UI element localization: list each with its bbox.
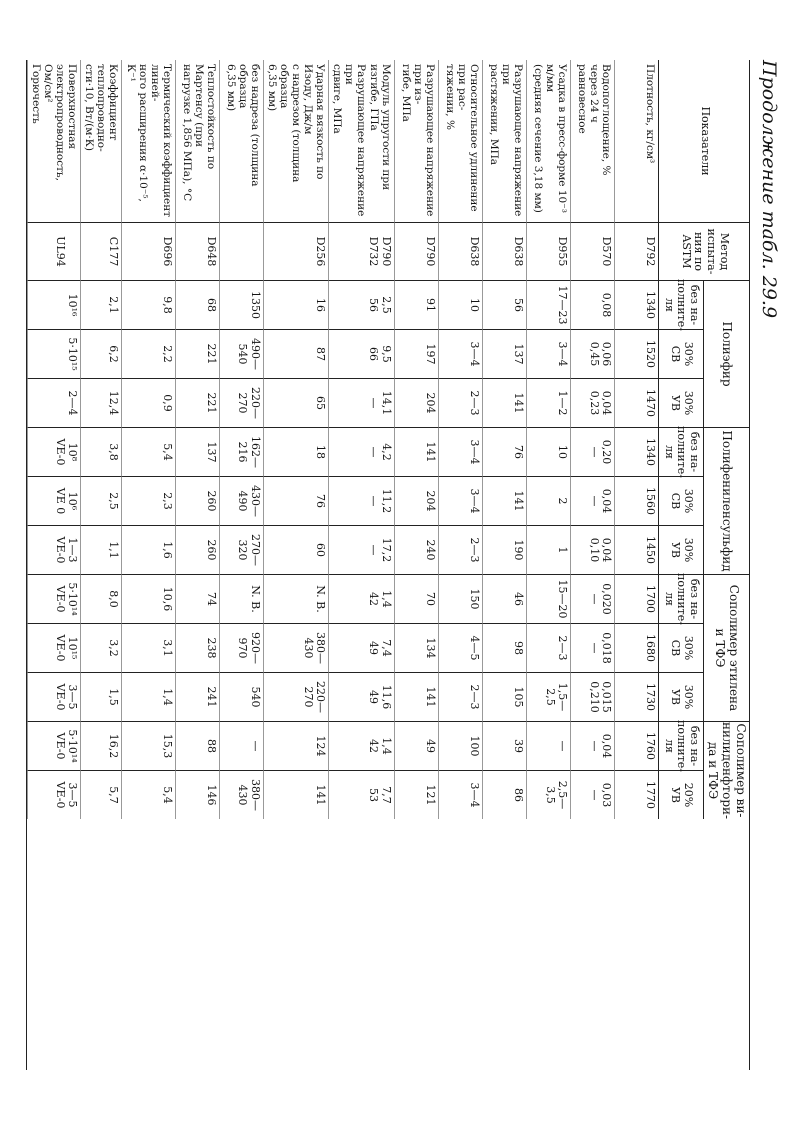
group-pps: Полифениленсульфид xyxy=(703,427,749,574)
value-cell: 10,6 xyxy=(121,574,174,623)
method-cell: D256 xyxy=(263,222,328,280)
value-cell: 2—4 xyxy=(27,378,80,427)
value-cell: 70 xyxy=(394,574,438,623)
value-cell: 2—3 xyxy=(526,623,570,672)
value-cell: 1,4 42 xyxy=(328,574,393,623)
value-cell: 0,04 0,10 xyxy=(570,525,614,574)
method-cell: D955 xyxy=(526,222,570,280)
method-cell xyxy=(219,222,263,280)
subheader-cell: без на- полните- ля xyxy=(658,427,702,476)
value-cell: 1340 xyxy=(614,427,658,476)
value-cell: 270— 320 xyxy=(219,525,263,574)
value-cell: 2,3 xyxy=(121,476,174,525)
value-cell: 3,1 xyxy=(121,623,174,672)
row-label: без надреза (толщина образца 6,35 мм) xyxy=(219,60,263,222)
value-cell: 3—5 VE-0 xyxy=(27,672,80,721)
method-cell: D638 xyxy=(482,222,526,280)
value-cell: 105 xyxy=(482,672,526,721)
value-cell: 141 xyxy=(263,770,328,819)
method-cell: D696 xyxy=(121,222,174,280)
value-cell: 0,015 0,210 xyxy=(570,672,614,721)
value-cell: 1520 xyxy=(614,329,658,378)
value-cell: N. B. xyxy=(219,574,263,623)
value-cell: 920— 970 xyxy=(219,623,263,672)
value-cell: N. B. xyxy=(263,574,328,623)
value-cell: 14,1 — xyxy=(328,378,393,427)
value-cell: 4,2 — xyxy=(328,427,393,476)
value-cell: 430— 490 xyxy=(219,476,263,525)
value-cell: 141 xyxy=(394,672,438,721)
value-cell: 150 xyxy=(438,574,482,623)
value-cell: 260 xyxy=(175,525,219,574)
subheader-cell: 30% СВ xyxy=(658,329,702,378)
row-label: Теплостойкость по Мартенсу (при нагрузке 1,856 МПа), °С xyxy=(175,60,219,222)
value-cell: 10⁶ VE 0 xyxy=(27,476,80,525)
value-cell: 5,7 xyxy=(80,770,121,819)
value-cell: 5·10¹⁵ xyxy=(27,329,80,378)
row-label: Плотность, кг/см³ xyxy=(614,60,658,222)
value-cell: 4—5 xyxy=(438,623,482,672)
value-cell: 16 xyxy=(263,280,328,329)
value-cell: 1—2 xyxy=(526,378,570,427)
value-cell: 1760 xyxy=(614,721,658,770)
value-cell: 220— 270 xyxy=(219,378,263,427)
row-label: Модуль упругости при изгибе, ГПа Разрушающее напряжение при сдвиге, МПа xyxy=(328,60,393,222)
value-cell: 141 xyxy=(482,476,526,525)
value-cell: 6,2 xyxy=(80,329,121,378)
value-cell: 197 xyxy=(394,329,438,378)
value-cell: 204 xyxy=(394,378,438,427)
value-cell: 3,8 xyxy=(80,427,121,476)
value-cell: 2,1 xyxy=(80,280,121,329)
value-cell: 3—4 xyxy=(438,427,482,476)
value-cell: 146 xyxy=(175,770,219,819)
subheader-cell: 30% УВ xyxy=(658,525,702,574)
subheader-cell: без на- полните- ля xyxy=(658,280,702,329)
method-cell: D638 xyxy=(438,222,482,280)
value-cell: 10 xyxy=(526,427,570,476)
value-cell: 1470 xyxy=(614,378,658,427)
value-cell: 1450 xyxy=(614,525,658,574)
value-cell: 3—4 xyxy=(438,770,482,819)
value-cell: 86 xyxy=(482,770,526,819)
subheader-cell: 30% СВ xyxy=(658,476,702,525)
row-label: Коэффициент теплопроводно- сти·10, Вт/(м·К) xyxy=(80,60,121,222)
value-cell: — xyxy=(526,721,570,770)
value-cell: 0,018 — xyxy=(570,623,614,672)
row-label: Термический коэффициент линей- ного расширения α·10⁻⁵, К⁻¹ xyxy=(121,60,174,222)
group-vdf-tfe: Сополимер ви- нилиденфтори- да и ТФЭ xyxy=(703,721,749,819)
value-cell: 10¹⁵ VE-0 xyxy=(27,623,80,672)
value-cell: 1,5—2,5 xyxy=(526,672,570,721)
value-cell: 0,04 0,23 xyxy=(570,378,614,427)
row-label: Ударная вязкость по Изоду, Дж/м с надрезом (толщина образца 6,35 мм) xyxy=(263,60,328,222)
subheader-cell: 30% УВ xyxy=(658,378,702,427)
value-cell: 134 xyxy=(394,623,438,672)
value-cell: 1,5 xyxy=(80,672,121,721)
value-cell: 49 xyxy=(394,721,438,770)
value-cell: 76 xyxy=(263,476,328,525)
value-cell: 46 xyxy=(482,574,526,623)
method-cell: D648 xyxy=(175,222,219,280)
value-cell: 2,5 xyxy=(80,476,121,525)
value-cell: 87 xyxy=(263,329,328,378)
value-cell: 1,4 xyxy=(121,672,174,721)
value-cell: 5·10¹⁴ VE-0 xyxy=(27,574,80,623)
data-table xyxy=(27,60,749,1070)
value-cell: 15—20 xyxy=(526,574,570,623)
value-cell: 1,6 xyxy=(121,525,174,574)
value-cell: 0,04 — xyxy=(570,721,614,770)
method-cell: D792 xyxy=(614,222,658,280)
value-cell: 56 xyxy=(482,280,526,329)
value-cell: 0,08 xyxy=(570,280,614,329)
value-cell: 2,5—3,5 xyxy=(526,770,570,819)
value-cell: 11,2 — xyxy=(328,476,393,525)
value-cell: 380— 430 xyxy=(219,770,263,819)
value-cell: 12,4 xyxy=(80,378,121,427)
value-cell: 0,020 — xyxy=(570,574,614,623)
value-cell: 1,1 xyxy=(80,525,121,574)
value-cell: 1,4 42 xyxy=(328,721,393,770)
value-cell: 0,06 0,45 xyxy=(570,329,614,378)
value-cell: 220— 270 xyxy=(263,672,328,721)
value-cell: 3—4 xyxy=(438,476,482,525)
value-cell: 16,2 xyxy=(80,721,121,770)
method-cell: D790 D732 xyxy=(328,222,393,280)
value-cell: 5,4 xyxy=(121,770,174,819)
method-cell: D570 xyxy=(570,222,614,280)
value-cell: 76 xyxy=(482,427,526,476)
value-cell: 0,9 xyxy=(121,378,174,427)
value-cell: 121 xyxy=(394,770,438,819)
method-cell: UL94 xyxy=(27,222,80,280)
value-cell: 98 xyxy=(482,623,526,672)
value-cell: 7,4 49 xyxy=(328,623,393,672)
value-cell: 490— 540 xyxy=(219,329,263,378)
value-cell: 1340 xyxy=(614,280,658,329)
row-label: Поверхностная электропроводность, Ом/см² Горючесть xyxy=(27,60,80,222)
value-cell: 241 xyxy=(175,672,219,721)
value-cell: 10¹⁶ xyxy=(27,280,80,329)
header-method: Метод испыта- ния по ASTM xyxy=(658,222,749,280)
method-cell: C177 xyxy=(80,222,121,280)
row-label: Разрушающее напряжение при растяжении, МПа xyxy=(482,60,526,222)
header-indicator: Показатели xyxy=(658,60,749,222)
value-cell: 260 xyxy=(175,476,219,525)
value-cell: 1—3 VE-0 xyxy=(27,525,80,574)
group-etfe: Сополимер этилена и ТФЭ xyxy=(703,574,749,721)
value-cell: 190 xyxy=(482,525,526,574)
value-cell: 9,5 66 xyxy=(328,329,393,378)
value-cell: 3—4 xyxy=(438,329,482,378)
row-label: Разрушающее напряжение при из- гибе, МПа xyxy=(394,60,438,222)
value-cell: — xyxy=(219,721,263,770)
value-cell: 3—5 VE-0 xyxy=(27,770,80,819)
table-caption: Продолжение табл. 29.9 xyxy=(758,60,780,319)
value-cell: 17,2 — xyxy=(328,525,393,574)
value-cell: 8,0 xyxy=(80,574,121,623)
value-cell: 68 xyxy=(175,280,219,329)
value-cell: 1680 xyxy=(614,623,658,672)
value-cell: 39 xyxy=(482,721,526,770)
value-cell: 5,4 xyxy=(121,427,174,476)
table-frame xyxy=(26,60,750,1070)
value-cell: 141 xyxy=(482,378,526,427)
value-cell: 240 xyxy=(394,525,438,574)
value-cell: 2 xyxy=(526,476,570,525)
value-cell: 380— 430 xyxy=(263,623,328,672)
value-cell: 65 xyxy=(263,378,328,427)
value-cell: 18 xyxy=(263,427,328,476)
value-cell: 137 xyxy=(175,427,219,476)
value-cell: 2—3 xyxy=(438,525,482,574)
method-cell: D790 xyxy=(394,222,438,280)
subheader-cell: 30% УВ xyxy=(658,672,702,721)
value-cell: 1560 xyxy=(614,476,658,525)
value-cell: 1770 xyxy=(614,770,658,819)
value-cell: 2,2 xyxy=(121,329,174,378)
group-polyester: Полиэфир xyxy=(703,280,749,427)
value-cell: 221 xyxy=(175,378,219,427)
value-cell: 88 xyxy=(175,721,219,770)
value-cell: 162— 216 xyxy=(219,427,263,476)
subheader-cell: без на- полните- ля xyxy=(658,721,702,770)
value-cell: 1350 xyxy=(219,280,263,329)
value-cell: 0,04 — xyxy=(570,476,614,525)
value-cell: 0,03 — xyxy=(570,770,614,819)
value-cell: 60 xyxy=(263,525,328,574)
subheader-cell: 30% СВ xyxy=(658,623,702,672)
value-cell: 141 xyxy=(394,427,438,476)
value-cell: 10 xyxy=(438,280,482,329)
value-cell: 1700 xyxy=(614,574,658,623)
value-cell: 15,3 xyxy=(121,721,174,770)
value-cell: 9,8 xyxy=(121,280,174,329)
value-cell: 5·10¹⁴ VE-0 xyxy=(27,721,80,770)
value-cell: 2,5 56 xyxy=(328,280,393,329)
value-cell: 3—4 xyxy=(526,329,570,378)
row-label: Водопоглощение, % через 24 ч равновесное xyxy=(570,60,614,222)
value-cell: 2—3 xyxy=(438,378,482,427)
value-cell: 1 xyxy=(526,525,570,574)
row-label: Усадка в пресс-форме 10⁻³ м/мм (средняя сечение 3,18 мм) xyxy=(526,60,570,222)
value-cell: 1730 xyxy=(614,672,658,721)
value-cell: 17—23 xyxy=(526,280,570,329)
value-cell: 10⁸ VE-0 xyxy=(27,427,80,476)
value-cell: 221 xyxy=(175,329,219,378)
value-cell: 11,6 49 xyxy=(328,672,393,721)
value-cell: 7,7 53 xyxy=(328,770,393,819)
value-cell: 124 xyxy=(263,721,328,770)
value-cell: 91 xyxy=(394,280,438,329)
value-cell: 137 xyxy=(482,329,526,378)
subheader-cell: 20% УВ xyxy=(658,770,702,819)
value-cell: 204 xyxy=(394,476,438,525)
value-cell: 0,20 — xyxy=(570,427,614,476)
row-label: Относительное удлинение при рас- тяжении, % xyxy=(438,60,482,222)
value-cell: 74 xyxy=(175,574,219,623)
value-cell: 3,2 xyxy=(80,623,121,672)
value-cell: 100 xyxy=(438,721,482,770)
value-cell: 540 xyxy=(219,672,263,721)
value-cell: 238 xyxy=(175,623,219,672)
value-cell: 2—3 xyxy=(438,672,482,721)
subheader-cell: без на- полните- ля xyxy=(658,574,702,623)
